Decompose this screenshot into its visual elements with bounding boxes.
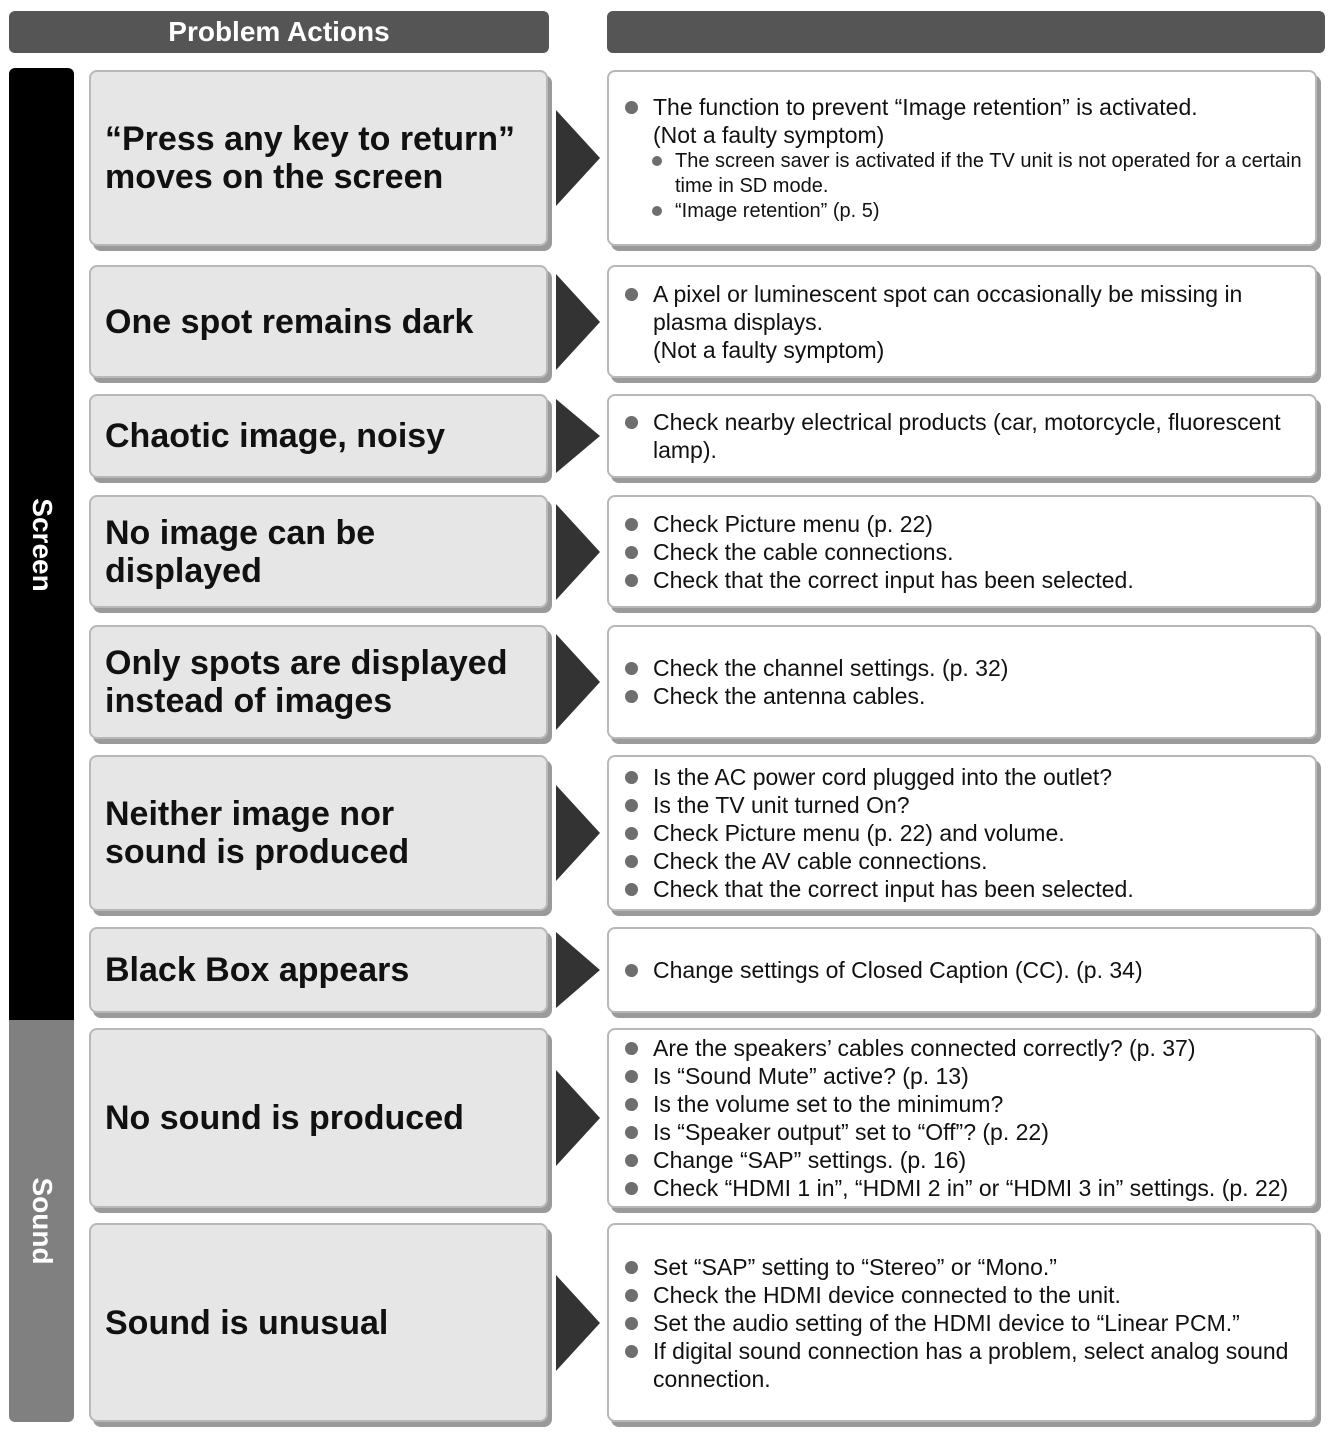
action-item: Is the volume set to the minimum? (623, 1090, 1307, 1118)
actions-header (607, 11, 1325, 53)
problem-box (89, 755, 548, 911)
arrow-right-icon (556, 504, 600, 600)
problem-line: One spot remains dark (105, 302, 474, 341)
problem-text (105, 303, 473, 341)
problem-line: sound is produced (105, 833, 410, 871)
problem-line: instead of images (105, 682, 393, 720)
problem-box (89, 625, 548, 739)
action-item: Check the AV cable connections. (623, 847, 1307, 875)
actions-box (607, 625, 1317, 739)
arrow-right-icon (556, 274, 600, 370)
action-item: Is “Speaker output” set to “Off”? (p. 22) (623, 1118, 1307, 1146)
actions-box (607, 1223, 1317, 1422)
actions-list (623, 1253, 1307, 1393)
actions-list (623, 763, 1307, 903)
action-item: Check the antenna cables. (623, 682, 1307, 710)
actions-box (607, 394, 1317, 478)
problem-actions-header-label: Problem Actions (168, 16, 390, 47)
arrow-right-icon (556, 932, 600, 1008)
actions-list (623, 510, 1307, 594)
action-item: Set the audio setting of the HDMI device to “Linear PCM.” (623, 1309, 1307, 1337)
problem-text (105, 1099, 464, 1137)
problem-box (89, 495, 548, 608)
action-item: Check the HDMI device connected to the unit. (623, 1281, 1307, 1309)
category-bar-sound (9, 1020, 74, 1422)
action-item: The function to prevent “Image retention” is activated. (623, 93, 1307, 121)
actions-list (623, 654, 1307, 710)
actions-list (623, 408, 1307, 464)
action-item: Check the channel settings. (p. 32) (623, 654, 1307, 682)
problem-box (89, 1223, 548, 1422)
problem-line: moves on the screen (105, 158, 444, 196)
action-item: Check “HDMI 1 in”, “HDMI 2 in” or “HDMI 3 in” settings. (p. 22) (623, 1174, 1307, 1202)
actions-box (607, 265, 1317, 378)
arrow-right-icon (556, 1070, 600, 1166)
problem-box (89, 394, 548, 478)
action-sub-item: The screen saver is activated if the TV unit is not operated for a certain time in SD mode. (623, 149, 1307, 199)
problem-line: Sound is unusual (105, 1303, 389, 1342)
actions-list (623, 956, 1307, 984)
action-item: Check Picture menu (p. 22) and volume. (623, 819, 1307, 847)
problem-line: No image can be (105, 513, 376, 552)
action-note: (Not a faulty symptom) (653, 336, 885, 363)
actions-list (623, 1034, 1307, 1202)
problem-box (89, 70, 548, 246)
problem-text (105, 120, 515, 196)
problem-line: No sound is produced (105, 1099, 464, 1137)
category-label-sound: Sound (26, 1177, 58, 1265)
action-item: If digital sound connection has a problem, select analog sound connection. (623, 1337, 1307, 1393)
actions-list (623, 280, 1307, 364)
action-item: Is the AC power cord plugged into the outlet? (623, 763, 1307, 791)
problem-line: Chaotic image, noisy (105, 417, 446, 455)
action-item: Check the cable connections. (623, 538, 1307, 566)
action-item: Is “Sound Mute” active? (p. 13) (623, 1062, 1307, 1090)
action-item: Check that the correct input has been selected. (623, 566, 1307, 594)
problem-text (105, 795, 409, 871)
problem-actions-header (9, 11, 549, 53)
problem-line: Only spots are displayed (105, 644, 508, 682)
action-item: Set “SAP” setting to “Stereo” or “Mono.” (623, 1253, 1307, 1281)
problem-line: Black Box appears (105, 951, 410, 989)
actions-box (607, 927, 1317, 1013)
problem-line: “Press any key to return” (105, 120, 516, 158)
actions-box (607, 495, 1317, 608)
action-item: A pixel or luminescent spot can occasionally be missing in plasma displays. (623, 280, 1307, 336)
arrow-right-icon (556, 785, 600, 881)
problem-text (105, 417, 445, 455)
action-item: Check nearby electrical products (car, motorcycle, fluorescent lamp). (623, 408, 1307, 464)
problem-text (105, 644, 507, 720)
arrow-right-icon (556, 399, 600, 473)
problem-line: displayed (105, 551, 262, 590)
arrow-right-icon (556, 634, 600, 730)
action-item: Change settings of Closed Caption (CC). (p. 34) (623, 956, 1307, 984)
problem-text (105, 951, 409, 989)
arrow-right-icon (556, 110, 600, 206)
problem-box (89, 927, 548, 1013)
action-note: (Not a faulty symptom) (653, 121, 885, 148)
problem-text (105, 514, 375, 590)
actions-box (607, 70, 1317, 246)
action-item: Change “SAP” settings. (p. 16) (623, 1146, 1307, 1174)
problem-line: Neither image nor (105, 795, 395, 833)
arrow-right-icon (556, 1275, 600, 1371)
action-sub-item: “Image retention” (p. 5) (623, 199, 1307, 224)
action-item: Are the speakers’ cables connected correctly? (p. 37) (623, 1034, 1307, 1062)
problem-box (89, 265, 548, 378)
category-bar-screen (9, 68, 74, 1022)
actions-list (623, 93, 1307, 224)
actions-box (607, 1028, 1317, 1208)
problem-box (89, 1028, 548, 1208)
action-item: Check that the correct input has been selected. (623, 875, 1307, 903)
action-item: Is the TV unit turned On? (623, 791, 1307, 819)
problem-text (105, 1304, 388, 1342)
actions-box (607, 755, 1317, 911)
action-item: Check Picture menu (p. 22) (623, 510, 1307, 538)
category-label-screen: Screen (26, 498, 58, 592)
